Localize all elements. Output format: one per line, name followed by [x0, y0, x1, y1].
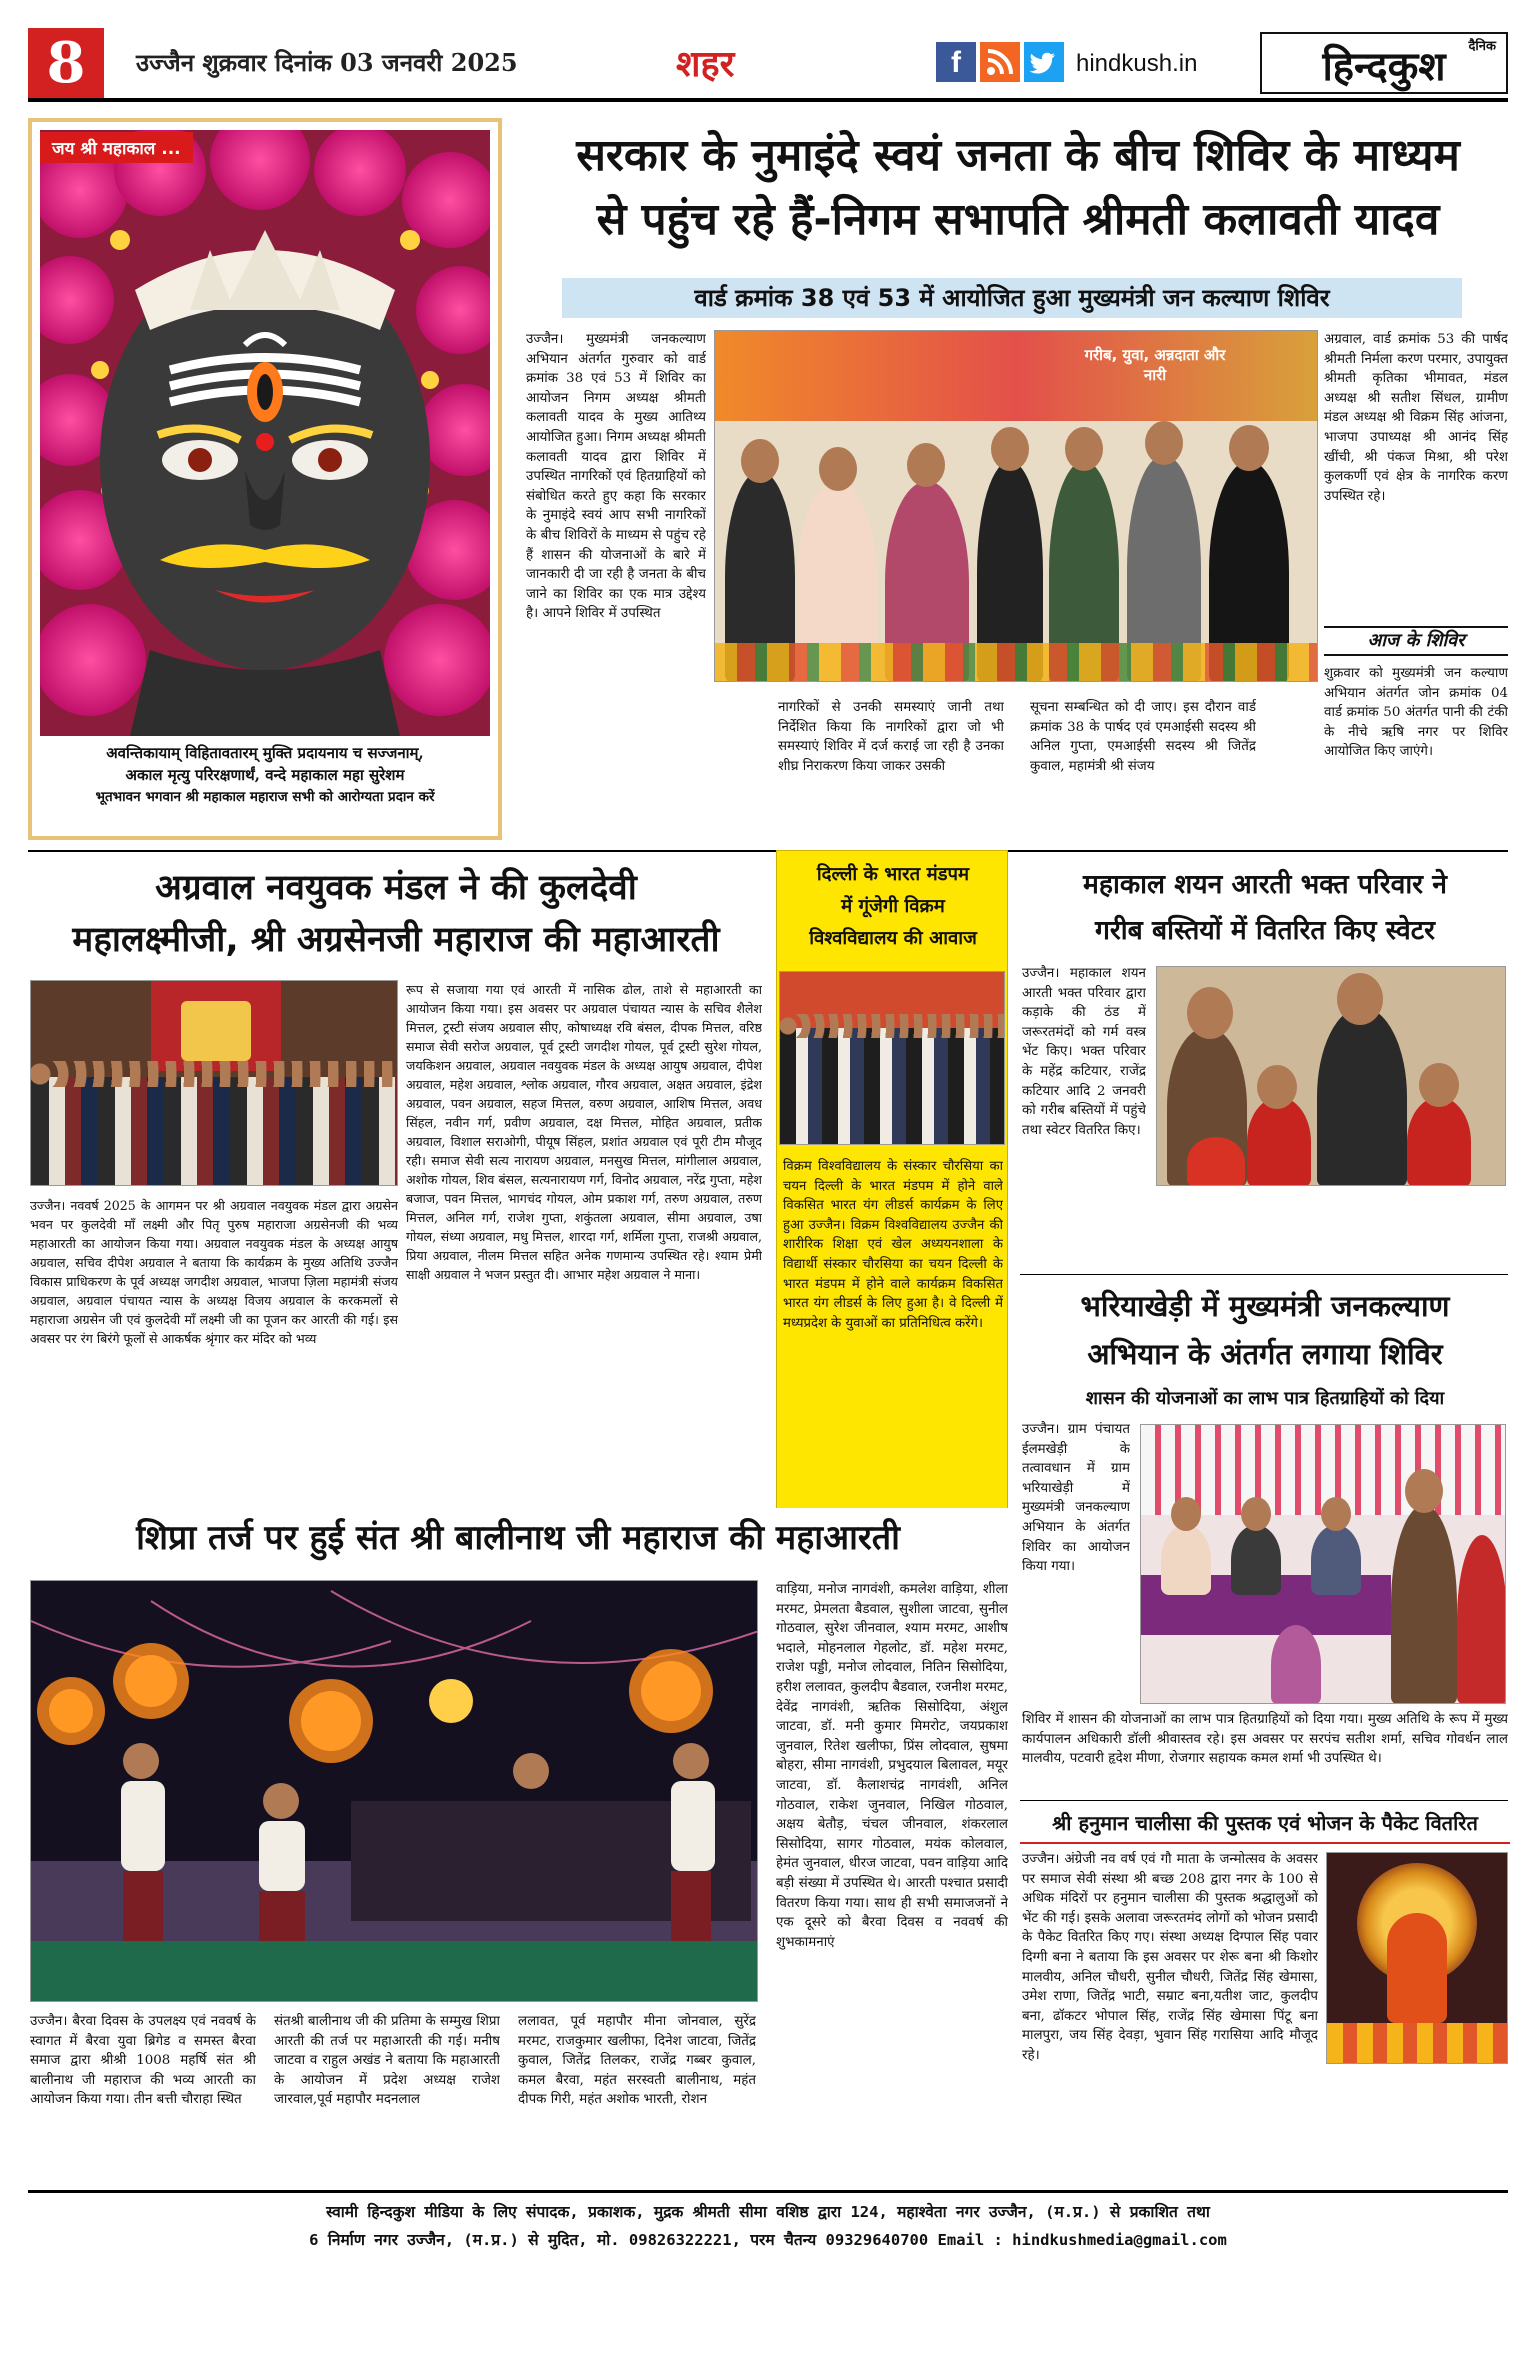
- person: [1161, 1525, 1211, 1595]
- people-row: [780, 1028, 1005, 1145]
- person-head: [1145, 421, 1183, 465]
- lead-headline: [522, 124, 1514, 252]
- child: [1407, 1097, 1471, 1186]
- footer-line-2: 6 निर्माण नगर उज्जैन, (म.प्र.) से मुदित, मो. 09826322221, परम चैतन्य 09329640700 Email : hindkushmedia@gmail.com: [309, 2231, 1227, 2249]
- paper-tag: दैनिक: [1468, 39, 1496, 54]
- vikram-box: [776, 850, 1008, 1534]
- crowd-heads: [31, 1061, 398, 1087]
- offering: [1327, 2023, 1508, 2064]
- mahakal-box: [28, 118, 502, 840]
- child: [1271, 1625, 1321, 1704]
- bhariyakhedi-photo: [1140, 1424, 1506, 1704]
- lead-photo: [714, 330, 1318, 682]
- person: [1457, 1535, 1506, 1704]
- person-head: [1187, 987, 1233, 1039]
- caption-line-2: अकाल मृत्यु परिरक्षणार्थं, वन्दे महाकाल महा सुरेशम: [125, 766, 405, 784]
- lead-headline-line-2: से पहुंच रहे हैं-निगम सभापति श्रीमती कलावती यादव: [596, 194, 1440, 245]
- lead-column-3: सूचना सम्बन्धित को दी जाए। इस दौरान वार्ड क्रमांक 38 के पार्षद एवं एमआईसी सदस्य श्री अनिल गुप्ता, एमआईसी सदस्य श्री जितेंद्र कुवाल, महामंत्री श्री संजय: [1030, 700, 1256, 774]
- footer: [28, 2198, 1508, 2258]
- sweater-headline-line-2: गरीब बस्तियों में वितरित किए स्वेटर: [1095, 915, 1435, 946]
- sweater-headline-line-1: महाकाल शयन आरती भक्त परिवार ने: [1083, 869, 1447, 900]
- vikram-headline-line-1: दिल्ली के भारत मंडपम: [816, 864, 970, 885]
- shipra-photo: [30, 1580, 758, 2002]
- agrawal-left-text: उज्जैन। नववर्ष 2025 के आगमन पर श्री अग्रवाल नवयुवक मंडल द्वारा अग्रसेन भवन पर कुलदेवी माँ लक्ष्मी और पितृ पुरुष महाराजा अग्रसेनजी की भव्य महाआरती का आयोजन किया गया। अग्रवाल नवयुवक मंडल के अध्यक्ष आयुष अग्रवाल, सचिव दीपेश अग्रवाल ने बताया कि कार्यक्रम के मुख्य अतिथि उज्जैन विकास प्राधिकरण के पूर्व अध्यक्ष जगदीश अग्रवाल, भाजपा ज़िला महामंत्री संजय अग्रवाल, अग्रवाल पंचायत न्यास के अध्यक्ष विजय अग्रवाल के करकमलों से महाराजा अग्रसेन जी एवं कुलदेवी माँ लक्ष्मी जी का पूजन कर आरती की गई। इस अवसर पर रंग बिरंगे फूलों से आकर्षक श्रृंगार कर मंदिर को भव्य: [30, 1198, 398, 1346]
- agrawal-headline: [28, 862, 764, 966]
- child: [1247, 1097, 1311, 1186]
- agrawal-right-text: रूप से सजाया गया एवं आरती में नासिक ढोल, ताशे से महाआरती का आयोजन किया गया। इस अवसर पर अग्रवाल पंचायत न्यास के सचिव शैलेश मित्तल, ट्रस्टी संजय अग्रवाल सीए, कोषाध्यक्ष रवि बंसल, दीपक मित्तल, वरिष्ठ समाज सेवी सरोज अग्रवाल, पूर्व ट्रस्टी जगदीश गोयल, पूर्व ट्रस्टी सुरेश गोयल, जयकिशन अग्रवाल, अग्रवाल नवयुवक मंडल के अध्यक्ष आयुष अग्रवाल, दीपेश अग्रवाल, महेश अग्रवाल, श्लोक अग्रवाल, गौरव अग्रवाल, अक्षत अग्रवाल, इंद्रेश अग्रवाल, पवन अग्रवाल, सहज मित्तल, वरुण अग्रवाल, आशिष मित्तल, अवध सिंहल, नवीन गर्ग, प्रवीण अग्रवाल, दक्ष मित्तल, मोहित अग्रवाल, प्रतीक अग्रवाल, विशाल सराओगी, पीयूष सिंहल, प्रशांत अग्रवाल एवं पूरी टीम मौजूद रही। समाज सेवी सत्य नारायण अग्रवाल, मनसुख मित्तल, मांगीलाल अग्रवाल, अशोक गोयल, शिव बंसल, सत्यनारायण गर्ग, विनोद अग्रवाल, नरेंद्र गुप्ता, महेश बजाज, पवन मित्तल, भागचंद गोयल, ओम प्रकाश गर्ग, तरुण अग्रवाल, तरुण मित्तल, अनिल गर्ग, राजेश गुप्ता, शकुंतला अग्रवाल, सीमा अग्रवाल, उषा गोयल, संध्या अग्रवाल, मधु मित्तल, शारदा गर्ग, शर्मिला गुप्ता, राजश्री अग्रवाल, प्रिया अग्रवाल, नीलम मित्तल सहित अनेक गणमान्य उपस्थित रहे। श्याम प्रेमी साक्षी अग्रवाल ने भजन प्रस्तुत दी। आभार महेश अग्रवाल ने माना।: [406, 982, 762, 1282]
- lead-column-4: अग्रवाल, वार्ड क्रमांक 53 की पार्षद श्रीमती निर्मला करण परमार, उपायुक्त श्रीमती कृतिका भीमावत, मंडल अध्यक्ष श्री सतीश सिंधल, ग्रामीण मंडल अध्यक्ष श्री विक्रम सिंह आंजना, भाजपा उपाध्यक्ष श्री आनंद सिंह खींची, श्री पंकज मिश्रा, श्री परेश कुलकर्णी एवं क्षेत्र के नागरिक करण उपस्थित रहे।: [1324, 332, 1508, 504]
- facebook-icon[interactable]: f: [936, 42, 976, 82]
- rss-icon[interactable]: [980, 42, 1020, 82]
- person: [1317, 1007, 1407, 1186]
- vikram-headline-line-3: विश्वविद्यालय की आवाज: [809, 928, 977, 949]
- person-head: [1321, 1497, 1351, 1531]
- aaj-ke-shivir-text: शुक्रवार को मुख्यमंत्री जन कल्याण अभियान अंतर्गत जोन क्रमांक 04 वार्ड क्रमांक 50 अंतर्गत पानी की टंकी के नीचे ऋषि नगर पर शिविर आयोजित किए जाएंगे।: [1324, 666, 1508, 760]
- person-head: [741, 439, 779, 483]
- person-head: [1405, 1469, 1443, 1513]
- divider: [1020, 1800, 1508, 1801]
- mahakal-image: [40, 130, 490, 736]
- person-head: [907, 443, 945, 487]
- sweater-text: उज्जैन। महाकाल शयन आरती भक्त परिवार द्वारा कड़ाके की ठंड में जरूरतमंदों को गर्म वस्त्र भेंट किए। भक्त परिवार के महेंद्र कटियार, राजेंद्र कटियार आदि 2 जनवरी को गरीब बस्तियों में पहुंचे तथा स्वेटर वितरित किए।: [1022, 966, 1146, 1138]
- paper-logo: [1260, 32, 1508, 94]
- mahakal-illustration: [40, 130, 490, 736]
- hanuman-headline: श्री हनुमान चालीसा की पुस्तक एवं भोजन के पैकेट वितरित: [1020, 1804, 1510, 1844]
- page-number: 8: [28, 28, 104, 98]
- footer-rule: [28, 2190, 1508, 2193]
- shipra-column-2: संतश्री बालीनाथ जी की प्रतिमा के सम्मुख शिप्रा आरती की तर्ज पर महाआरती की गई। मनीष जाटवा व राहुल अखंड ने बताया कि महाआरती के आयोजन में प्रदेश अध्यक्ष राजेश जारवाल,पूर्व महापौर मदनलाल: [274, 2014, 500, 2108]
- lead-column-2: नागरिकों से उनकी समस्याएं जानी तथा निर्देशित किया कि नागरिकों द्वारा जो भी समस्याएं शिविर में दर्ज कराई जा रही है उनका शीघ्र निराकरण किया जाकर उसकी: [778, 700, 1004, 774]
- hanuman-photo: [1326, 1852, 1508, 2064]
- agrawal-photo: [30, 980, 398, 1186]
- altar: [181, 1001, 251, 1061]
- hanuman-text-continued: [1022, 2066, 1508, 2178]
- flowers: [715, 643, 1318, 682]
- sweater-headline: [1020, 862, 1510, 954]
- aarti-illustration: [31, 1581, 758, 2002]
- person: [1231, 1525, 1281, 1595]
- vikram-text: विक्रम विश्वविद्यालय के संस्कार चौरसिया का चयन दिल्ली के भारत मंडपम में होने वाले विकसित भारत यंग लीडर्स कार्यक्रम के लिए हुआ उज्जैन। विक्रम विश्वविद्यालय उज्जैन की शारीरिक शिक्षा एवं खेल अध्ययनशाला के विद्यार्थी संस्कार चौरसिया का चयन दिल्ली के भारत मंडपम में होने वाले कार्यक्रम विकसित भारत यंग लीडर्स के लिए हुआ है। वे दिल्ली में मध्यप्रदेश के युवाओं का प्रतिनिधित्व करेंगे।: [783, 1159, 1003, 1331]
- mahakal-tag: जय श्री महाकाल ...: [40, 132, 193, 163]
- person-head: [1241, 1497, 1271, 1531]
- vikram-headline-line-2: में गूंजेगी विक्रम: [841, 896, 945, 917]
- website[interactable]: hindkush.in: [1076, 50, 1198, 77]
- bhariyakhedi-full-text: शिविर में शासन की योजनाओं का लाभ पात्र हितग्राहियों को दिया गया। मुख्य अतिथि के रूप में मुख्य कार्यपालन अधिकारी डॉली श्रीवास्तव रहे। इस अवसर पर सरपंच सतीश शर्मा, सचिव गोवर्धन लाल मालवीय, पटवारी हृदेश मीणा, रोजगार सहायक कमल शर्मा भी उपस्थित थे।: [1022, 1712, 1508, 1767]
- shipra-column-4: वाड़िया, मनोज नागवंशी, कमलेश वाड़िया, शीला मरमट, प्रेमलता बैडवाल, सुशीला जाटवा, सुनील गोठवाल, सुरेश जीनवाल, श्याम मरमट, आशीष भदाले, मोहनलाल गेहलोट, डॉ. महेश मरमट, राजेश पड्डी, मनोज लोदवाल, नितिन सिसोदिया, हरीश ललावत, कुलदीप बैडवाल, रजनीश मरमट, देवेंद्र नागवंशी, ऋतिक सिसोदिया, अंशुल जाटवा, डॉ. मनी कुमार मिमरोट, जयप्रकाश जुनवाल, रितेश खलीफा, प्रिंस लोदवाल, सुषमा बोहरा, सीमा नागवंशी, प्रभुदयाल बिलावल, मयूर जाटवा, डॉ. कैलाशचंद्र नागवंशी, अनिल गोठवाल, राकेश जुनवाल, निखिल गोठवाल, अक्षय बेतौड़, चंचल जीनवाल, शंकरलाल सिसोदिया, सागर गोठवाल, मयंक कोलवाल, हेमंत जुनवाल, धीरज जाटवा, पवन वाड़िया आदि बड़ी संख्या में उपस्थित थे। आरती पश्चात प्रसादी वितरण किया गया। साथ ही सभी समाजजनों ने एक दूसरे को बैरवा दिवस व नववर्ष की शुभकामनाएं: [776, 1582, 1008, 1950]
- person: [1311, 1525, 1361, 1595]
- shipra-headline: शिप्रा तर्ज पर हुई संत श्री बालीनाथ जी महाराज की महाआरती: [28, 1508, 1008, 1568]
- bhariyakhedi-side-text: उज्जैन। ग्राम पंचायत ईलमखेड़ी के तत्वावधान में ग्राम भरियाखेड़ी में मुख्यमंत्री जनकल्याण अभियान के अंतर्गत शिविर का आयोजन किया गया।: [1022, 1422, 1130, 1575]
- caption-line-1: अवन्तिकायाम् विहितावतारम् मुक्ति प्रदायनाय च सज्जनाम्,: [106, 744, 424, 762]
- paper-name: हिन्दकुश: [1322, 43, 1446, 90]
- agrawal-headline-line-2: महालक्ष्मीजी, श्री अग्रसेनजी महाराज की महाआरती: [72, 920, 720, 960]
- divider: [28, 850, 1508, 852]
- child-head: [1419, 1063, 1459, 1107]
- shipra-column-1: उज्जैन। बैरवा दिवस के उपलक्ष्य एवं नववर्ष के स्वागत में बैरवा युवा ब्रिगेड व समस्त बैरवा समाज द्वारा श्रीश्री 1008 महर्षि संत श्री बालीनाथ जी महाराज की भव्य आरती का आयोजन किया गया। तीन बत्ती चौराहा स्थित: [30, 2014, 256, 2108]
- bhariyakhedi-headline-line-2: अभियान के अंतर्गत लगाया शिविर: [1087, 1337, 1443, 1371]
- masthead: [28, 28, 1508, 100]
- social-icons: [936, 42, 1064, 82]
- person-head: [1337, 973, 1383, 1025]
- person: [1391, 1505, 1457, 1704]
- person-head: [1065, 427, 1103, 471]
- idol: [1387, 1913, 1447, 2023]
- sweater-photo: [1156, 966, 1506, 1186]
- shipra-column-3: ललावत, पूर्व महापौर मीना जोनवाल, सुरेंद्र मरमट, राजकुमार खलीफा, दिनेश जाटवा, जितेंद्र कुवाल, जितेंद्र तिलकर, राजेंद्र गब्बर कुवाल, कमल बैरवा, महंत सरस्वती बालीनाथ, महंत दीपक गिरी, महंत अशोक भारती, रोशन: [518, 2014, 756, 2108]
- person-head: [819, 447, 857, 491]
- divider: [1020, 1274, 1508, 1275]
- hanuman-text-narrow: [1022, 1850, 1318, 2062]
- person-head: [1171, 1497, 1201, 1531]
- person-head: [1229, 425, 1269, 471]
- banner-text: गरीब, युवा, अन्नदाता और नारी: [1084, 346, 1226, 384]
- section-title: शहर: [676, 44, 735, 85]
- vikram-photo: [779, 971, 1005, 1145]
- vikram-headline: [777, 859, 1009, 955]
- child: [1187, 1137, 1245, 1186]
- dateline: उज्जैन शुक्रवार दिनांक 03 जनवरी 2025: [136, 48, 518, 77]
- person-head: [991, 427, 1029, 471]
- bhariyakhedi-headline: [1020, 1282, 1510, 1378]
- crowd: [31, 1077, 398, 1186]
- masthead-rule: [28, 98, 1508, 102]
- bhariyakhedi-subheadline: शासन की योजनाओं का लाभ पात्र हितग्राहियों को दिया: [1085, 1388, 1445, 1409]
- bhariyakhedi-headline-line-1: भरियाखेड़ी में मुख्यमंत्री जनकल्याण: [1080, 1289, 1450, 1323]
- caption-line-3: भूतभावन भगवान श्री महाकाल महाराज सभी को आरोग्यता प्रदान करें: [95, 789, 435, 805]
- footer-line-1: स्वामी हिन्दकुश मीडिया के लिए संपादक, प्रकाशक, मुद्रक श्रीमती सीमा वशिष्ठ द्वारा 124, महाश्वेता नगर उज्जैन, (म.प्र.) से प्रकाशित तथा: [326, 2203, 1210, 2221]
- people-heads: [780, 1014, 1005, 1038]
- lead-column-1: उज्जैन। मुख्यमंत्री जनकल्याण अभियान अंतर्गत गुरुवार को वार्ड क्रमांक 38 एवं 53 में शिविर का आयोजन निगम अध्यक्ष श्रीमती कलावती यादव के मुख्य आतिथ्य आयोजित हुआ। निगम अध्यक्ष श्रीमती कलावती यादव द्वारा शिविर में उपस्थित नागरिकों एवं हितग्राहियों को संबोधित करते हुए कहा कि सरकार के नुमाइंदे स्वयं आप सभी नागरिकों के बीच शिविरों के माध्यम से पहुंच रहे हैं शासन की योजनाओं के बारे में जानकारी दी जा रही है जनता के बीच जाने का शिविर का एक मात्र उद्देश्य है। आपने शिविर में उपस्थित: [526, 332, 706, 622]
- mahakal-caption: [40, 742, 490, 808]
- hanuman-text: उज्जैन। अंग्रेजी नव वर्ष एवं गौ माता के जन्मोत्सव के अवसर पर समाज सेवी संस्था श्री बच्छ 208 द्वारा नगर के 100 से अधिक मंदिरों पर हनुमान चालीसा की पुस्तक श्रद्धालुओं को भेंट की गई। इसके अलावा जरूरतमंद लोगों को भोजन प्रसादी के पैकेट वितरित किए गए। संस्था अध्यक्ष दिग्पाल सिंह पवार दिग्गी बना ने बताया कि इस अवसर पर शेरू बना श्री किशोर मालवीय, अनिल चौधरी, सुनील चौधरी, जितेंद्र सिंह खेमासा, उमेश राणा, जितेंद्र भाटी, सम्राट बना,यतीश जाट, कुलदीप बना, ढॉकटर भोपाल सिंह, राजेंद्र सिंह खेमासा पिंटू बना मालपुरा, जय सिंह देवड़ा, भुवान सिंह गरासिया आदि मौजूद रहे।: [1022, 1852, 1318, 2062]
- lead-headline-line-1: सरकार के नुमाइंदे स्वयं जनता के बीच शिविर के माध्यम: [576, 130, 1460, 181]
- aaj-ke-shivir-heading: आज के शिविर: [1324, 626, 1508, 656]
- agrawal-headline-line-1: अग्रवाल नवयुवक मंडल ने की कुलदेवी: [155, 868, 637, 908]
- lead-subheadline: वार्ड क्रमांक 38 एवं 53 में आयोजित हुआ मुख्यमंत्री जन कल्याण शिविर: [562, 278, 1462, 318]
- twitter-icon[interactable]: [1024, 42, 1064, 82]
- child-head: [1257, 1065, 1297, 1109]
